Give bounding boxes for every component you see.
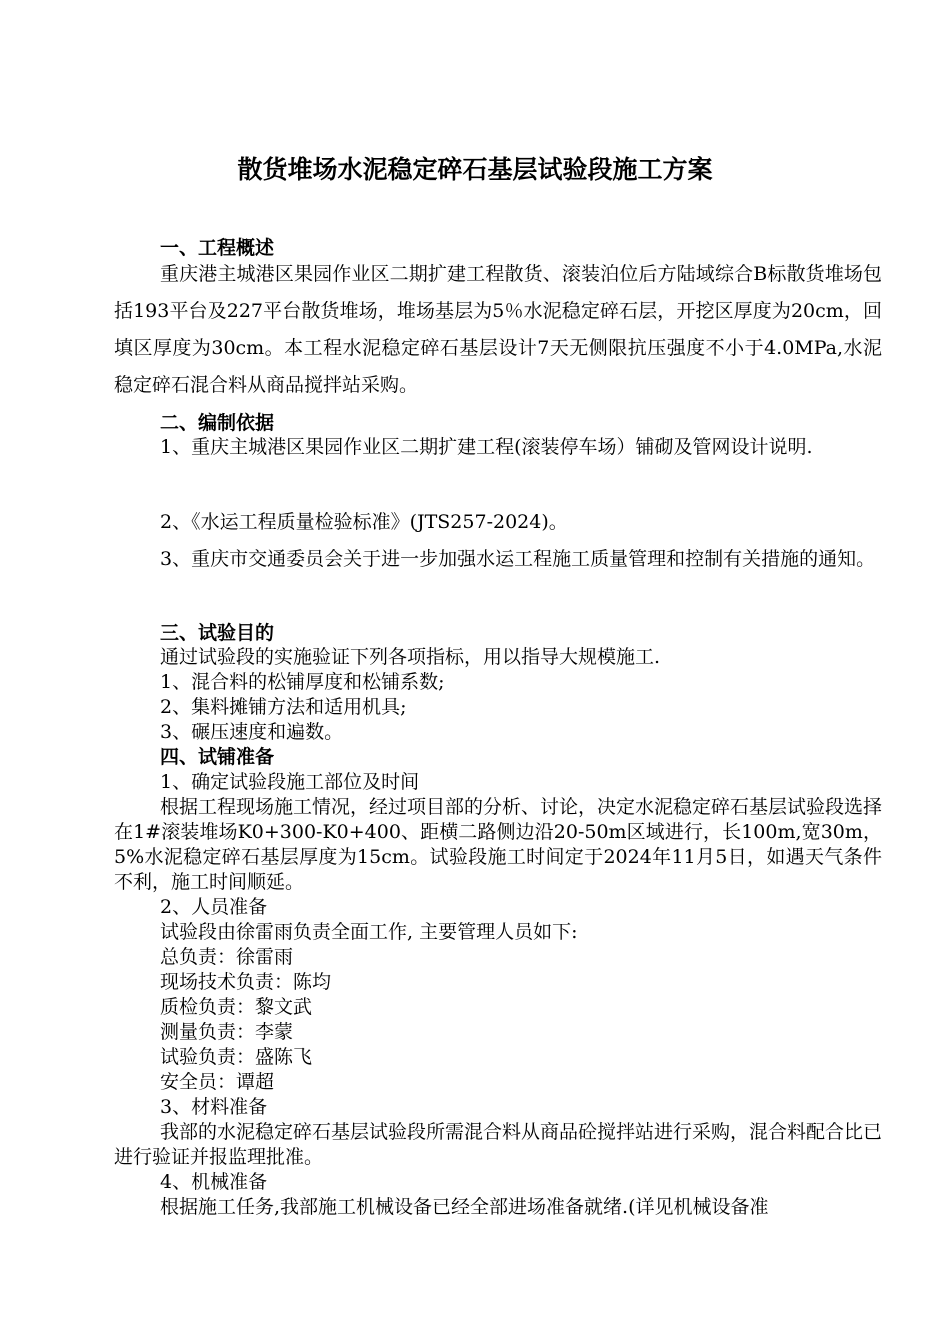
- purpose-intro: 通过试验段的实施验证下列各项指标，用以指导大规模施工.: [160, 646, 661, 668]
- section-heading-preparation: 四、试铺准备: [160, 746, 275, 768]
- prep-sub3-title: 3、材料准备: [160, 1096, 268, 1118]
- prep-sub1-paragraph: 根据工程现场施工情况，经过项目部的分析、讨论，决定水泥稳定碎石基层试验段选择在1#滚装堆场K0+300-K0+400、距横二路侧边沿20-50m区域进行，长100m,宽30m， 5%水泥稳定碎石基层厚度为15cm。试验段施工时间定于2024年11月5日，如遇天气条件不利，施工时间顺延。: [114, 796, 883, 893]
- basis-item-2: 2、《水运工程质量检验标准》(JTS257-2024)。: [160, 511, 568, 533]
- staff-item: 质检负责：黎文武: [160, 996, 313, 1018]
- basis-item-3: 3、重庆市交通委员会关于进一步加强水运工程施工质量管理和控制有关措施的通知。: [160, 548, 876, 570]
- prep-sub4-paragraph: 根据施工任务,我部施工机械设备已经全部进场准备就绪.(详见机械设备准: [160, 1196, 769, 1218]
- staff-item: 安全员：谭超: [160, 1071, 275, 1093]
- staff-item: 测量负责：李蒙: [160, 1021, 294, 1043]
- prep-sub2-intro: 试验段由徐雷雨负责全面工作, 主要管理人员如下:: [160, 921, 578, 943]
- prep-sub1-title: 1、确定试验段施工部位及时间: [160, 771, 420, 793]
- prep-sub4-title: 4、机械准备: [160, 1171, 268, 1193]
- purpose-item-2: 2、集料摊铺方法和适用机具;: [160, 696, 407, 718]
- section-heading-purpose: 三、试验目的: [160, 622, 275, 644]
- prep-sub3-paragraph: 我部的水泥稳定碎石基层试验段所需混合料从商品砼搅拌站进行采购，混合料配合比已进行验证并报监理批准。: [114, 1121, 883, 1168]
- staff-item: 试验负责：盛陈飞: [160, 1046, 313, 1068]
- section-heading-basis: 二、编制依据: [160, 412, 275, 434]
- prep-sub2-title: 2、人员准备: [160, 896, 268, 918]
- purpose-item-1: 1、混合料的松铺厚度和松铺系数;: [160, 671, 445, 693]
- overview-paragraph: 重庆港主城港区果园作业区二期扩建工程散货、滚装泊位后方陆域综合B标散货堆场包括193平台及227平台散货堆场，堆场基层为5％水泥稳定碎石层，开挖区厚度为20cm，回填区厚度为30cm。本工程水泥稳定碎石基层设计7天无侧限抗压强度不小于4.0MPa,水泥稳定碎石混合料从商品搅拌站采购。: [114, 263, 882, 396]
- section-heading-overview: 一、工程概述: [160, 237, 275, 259]
- document-title: 散货堆场水泥稳定碎石基层试验段施工方案: [237, 155, 713, 184]
- basis-item-1: 1、重庆主城港区果园作业区二期扩建工程(滚装停车场）铺砌及管网设计说明.: [160, 436, 813, 458]
- staff-item: 现场技术负责：陈均: [160, 971, 332, 993]
- staff-item: 总负责：徐雷雨: [160, 946, 294, 968]
- purpose-item-3: 3、碾压速度和遍数。: [160, 721, 344, 743]
